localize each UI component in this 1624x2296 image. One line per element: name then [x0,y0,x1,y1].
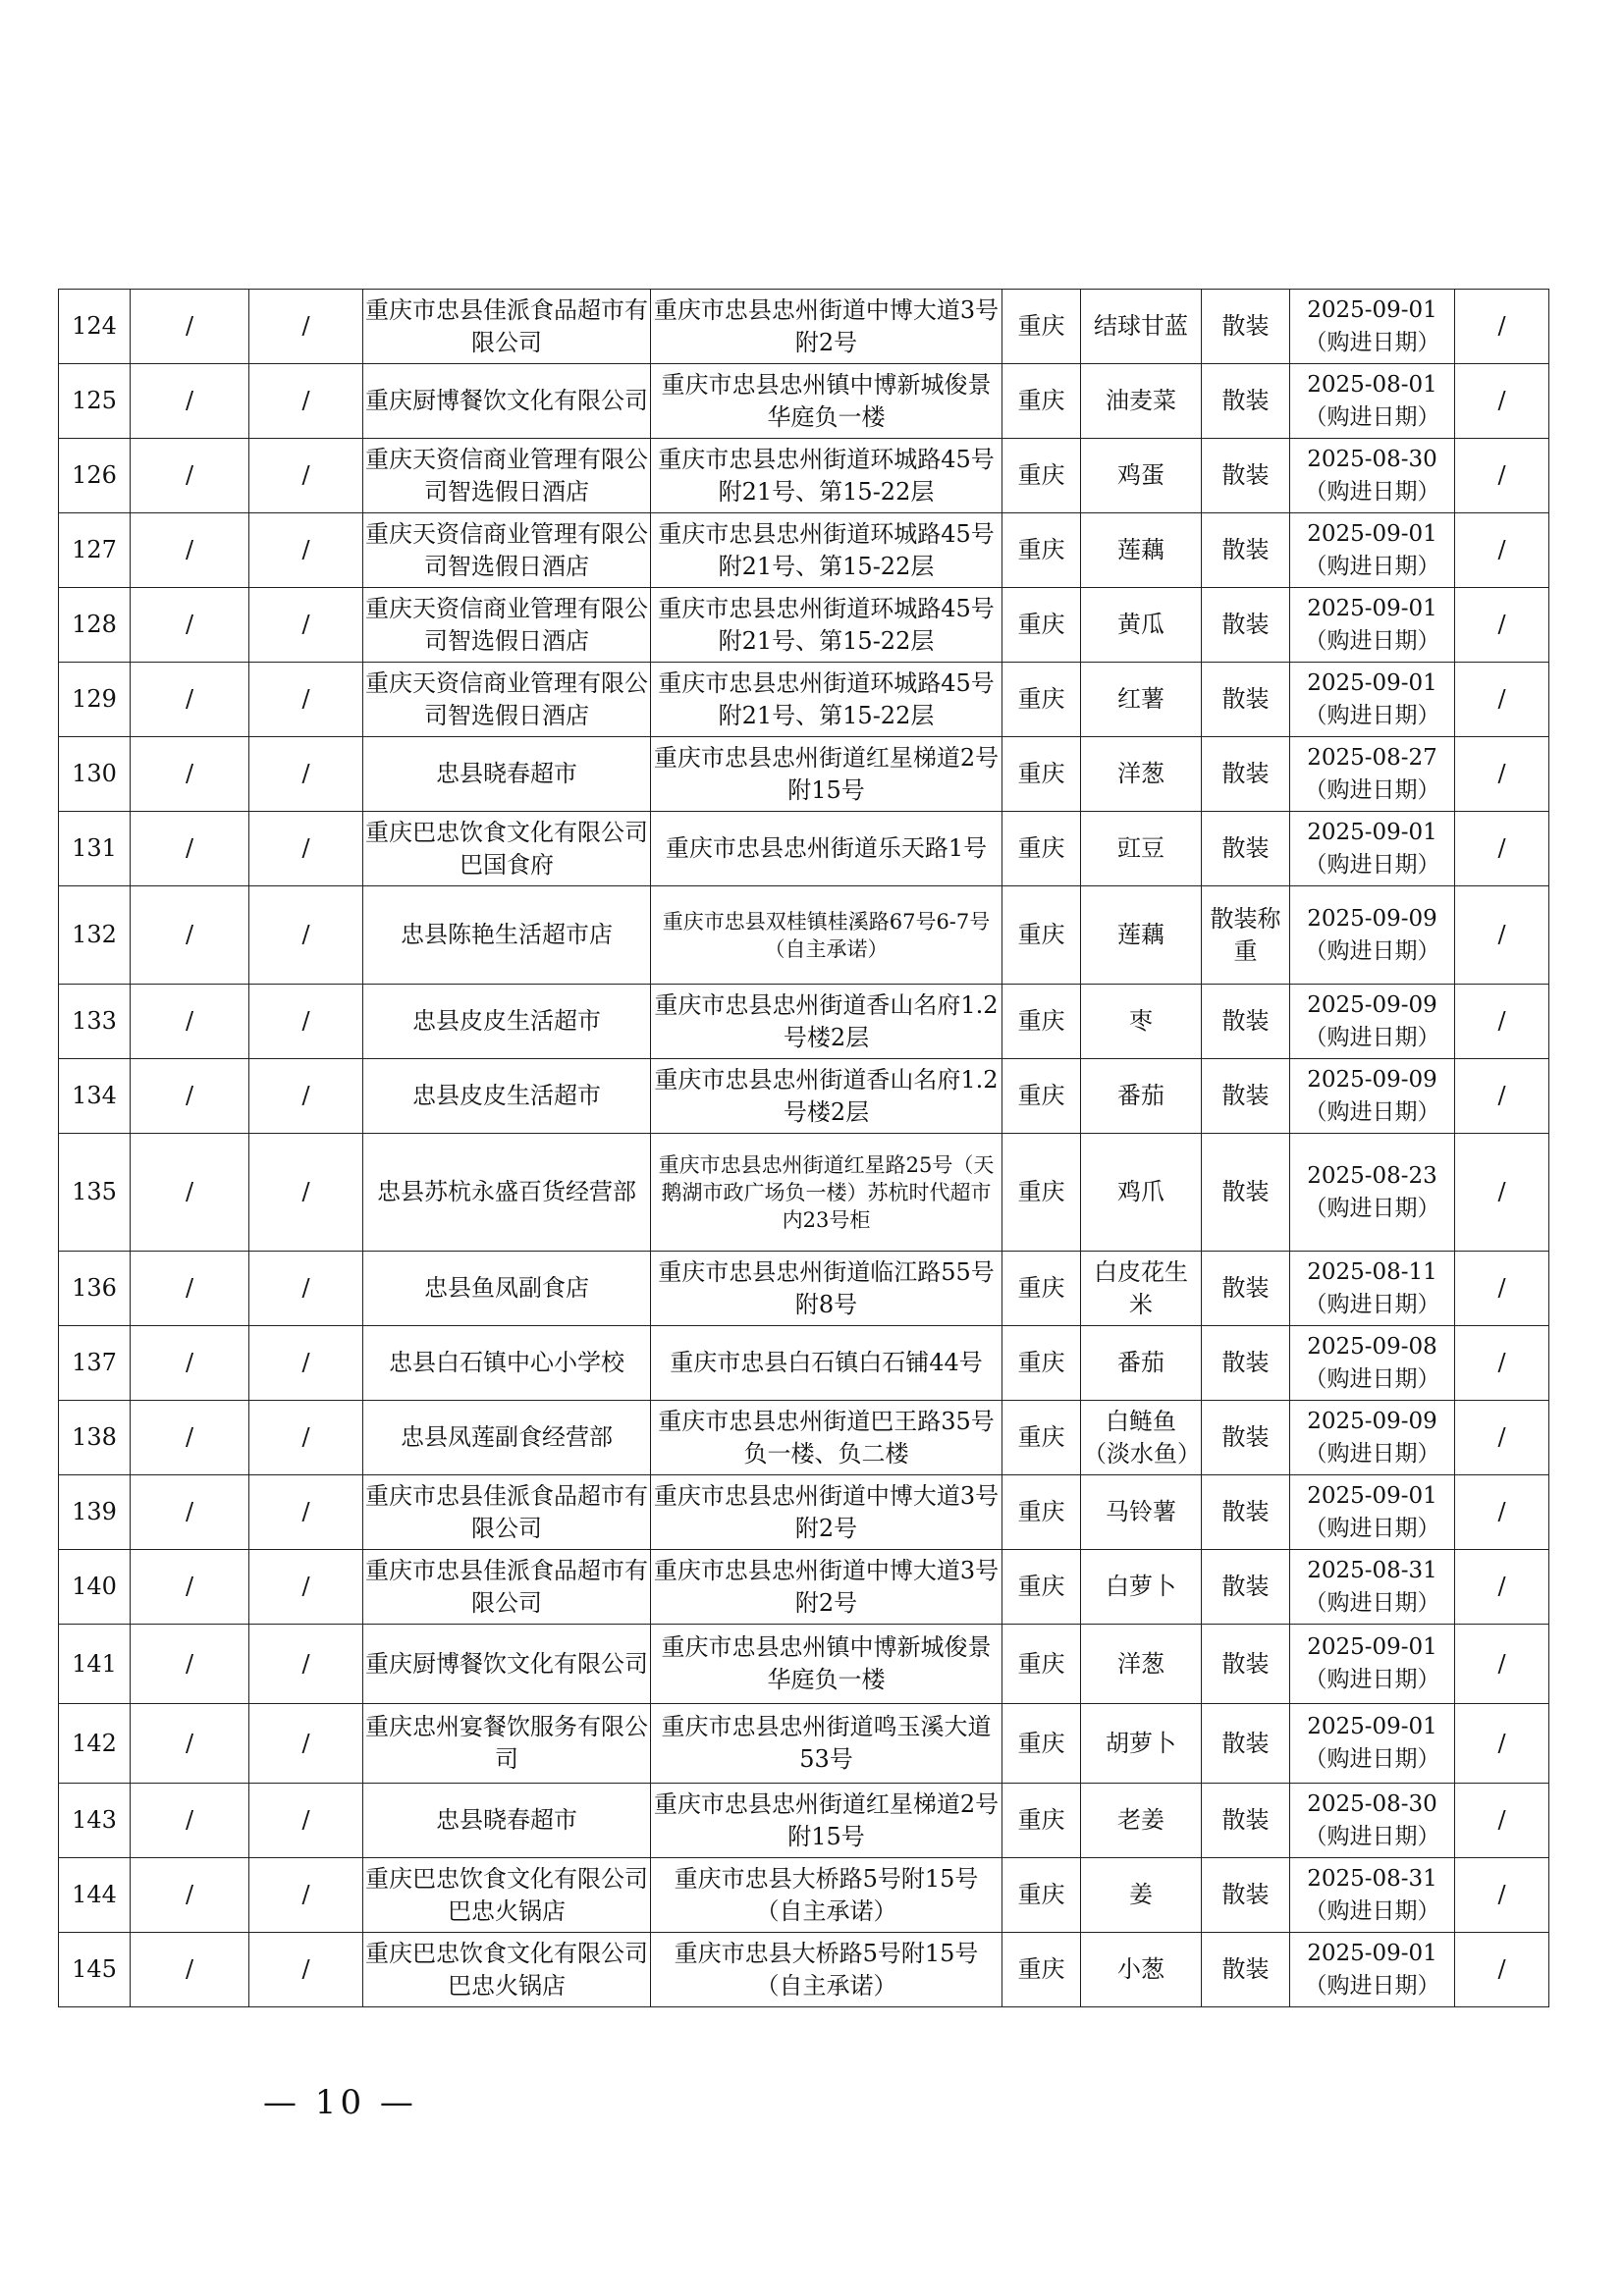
region-cell: 重庆 [1002,1784,1081,1858]
address-cell: 重庆市忠县忠州街道鸣玉溪大道53号 [651,1704,1002,1784]
column-3-cell: / [249,513,363,588]
column-3-cell: / [249,1704,363,1784]
product-cell: 白皮花生米 [1081,1252,1202,1326]
last-column-cell: / [1455,290,1549,364]
serial-number-cell: 130 [59,737,131,812]
column-2-cell: / [131,1933,249,2007]
address-cell: 重庆市忠县忠州街道中博大道3号附2号 [651,1475,1002,1550]
region-cell: 重庆 [1002,1933,1081,2007]
date-cell [1290,737,1455,812]
date-cell [1290,1059,1455,1134]
column-2-cell: / [131,1134,249,1252]
date-note: （购进日期） [1304,1515,1440,1541]
date-note: （购进日期） [1304,851,1440,878]
address-cell: 重庆市忠县双桂镇桂溪路67号6-7号（自主承诺） [651,886,1002,985]
serial-number-cell: 135 [59,1134,131,1252]
company-cell: 忠县皮皮生活超市 [363,1059,651,1134]
last-column-cell: / [1455,1134,1549,1252]
table-row [59,513,1549,588]
region-cell: 重庆 [1002,737,1081,812]
serial-number-cell: 137 [59,1326,131,1401]
column-2-cell: / [131,663,249,737]
column-2-cell: / [131,812,249,886]
date-note: （购进日期） [1304,1291,1440,1317]
serial-number-cell: 126 [59,439,131,513]
column-2-cell: / [131,985,249,1059]
company-cell: 忠县晓春超市 [363,1784,651,1858]
date-note: （购进日期） [1304,627,1440,654]
product-cell: 姜 [1081,1858,1202,1933]
product-cell: 结球甘蓝 [1081,290,1202,364]
region-cell: 重庆 [1002,663,1081,737]
last-column-cell: / [1455,985,1549,1059]
date-value: 2025-09-01 [1307,595,1437,621]
table-row [59,588,1549,663]
serial-number-cell: 145 [59,1933,131,2007]
product-cell: 红薯 [1081,663,1202,737]
date-value: 2025-08-11 [1307,1258,1437,1285]
date-note: （购进日期） [1304,1024,1440,1050]
column-2-cell: / [131,290,249,364]
date-cell [1290,812,1455,886]
company-cell: 重庆市忠县佳派食品超市有限公司 [363,1475,651,1550]
packaging-cell: 散装称重 [1202,886,1290,985]
packaging-cell: 散装 [1202,290,1290,364]
date-cell [1290,588,1455,663]
date-note: （购进日期） [1304,1589,1440,1616]
address-cell: 重庆市忠县忠州镇中博新城俊景华庭负一楼 [651,364,1002,439]
product-cell: 豇豆 [1081,812,1202,886]
date-value: 2025-08-31 [1307,1557,1437,1583]
serial-number-cell: 128 [59,588,131,663]
packaging-cell: 散装 [1202,1704,1290,1784]
table-row [59,1401,1549,1475]
table-row [59,1059,1549,1134]
date-cell [1290,1550,1455,1625]
column-2-cell: / [131,1704,249,1784]
date-note: （购进日期） [1304,403,1440,430]
table-row [59,439,1549,513]
last-column-cell: / [1455,1252,1549,1326]
packaging-cell: 散装 [1202,1401,1290,1475]
column-3-cell: / [249,588,363,663]
region-cell: 重庆 [1002,1401,1081,1475]
date-value: 2025-09-09 [1307,991,1437,1018]
date-value: 2025-09-01 [1307,1634,1437,1660]
region-cell: 重庆 [1002,1625,1081,1704]
date-value: 2025-09-01 [1307,669,1437,696]
table-row [59,985,1549,1059]
column-2-cell: / [131,1550,249,1625]
date-value: 2025-08-30 [1307,1790,1437,1817]
last-column-cell: / [1455,1704,1549,1784]
packaging-cell: 散装 [1202,985,1290,1059]
last-column-cell: / [1455,1326,1549,1401]
serial-number-cell: 124 [59,290,131,364]
packaging-cell: 散装 [1202,812,1290,886]
company-cell: 重庆巴忠饮食文化有限公司巴忠火锅店 [363,1933,651,2007]
column-3-cell: / [249,1059,363,1134]
product-cell: 枣 [1081,985,1202,1059]
date-note: （购进日期） [1304,1098,1440,1125]
column-2-cell: / [131,513,249,588]
product-cell: 洋葱 [1081,737,1202,812]
table-row [59,1704,1549,1784]
address-cell: 重庆市忠县忠州街道巴王路35号负一楼、负二楼 [651,1401,1002,1475]
address-cell: 重庆市忠县忠州街道中博大道3号附2号 [651,1550,1002,1625]
date-cell [1290,1858,1455,1933]
date-cell [1290,1326,1455,1401]
column-3-cell: / [249,663,363,737]
company-cell: 重庆市忠县佳派食品超市有限公司 [363,1550,651,1625]
region-cell: 重庆 [1002,1326,1081,1401]
address-cell: 重庆市忠县忠州镇中博新城俊景华庭负一楼 [651,1625,1002,1704]
table-row [59,1858,1549,1933]
column-3-cell: / [249,737,363,812]
column-2-cell: / [131,737,249,812]
product-cell: 白萝卜 [1081,1550,1202,1625]
date-cell [1290,513,1455,588]
serial-number-cell: 129 [59,663,131,737]
last-column-cell: / [1455,1933,1549,2007]
inspection-table [58,289,1549,2007]
product-cell: 油麦菜 [1081,364,1202,439]
column-2-cell: / [131,1059,249,1134]
date-value: 2025-09-09 [1307,1408,1437,1434]
date-value: 2025-09-09 [1307,1066,1437,1093]
last-column-cell: / [1455,1475,1549,1550]
address-cell: 重庆市忠县忠州街道香山名府1.2号楼2层 [651,1059,1002,1134]
region-cell: 重庆 [1002,290,1081,364]
table-row [59,663,1549,737]
column-3-cell: / [249,1858,363,1933]
product-cell: 胡萝卜 [1081,1704,1202,1784]
company-cell: 重庆巴忠饮食文化有限公司巴忠火锅店 [363,1858,651,1933]
column-3-cell: / [249,812,363,886]
table-row [59,1326,1549,1401]
date-note: （购进日期） [1304,478,1440,505]
date-cell [1290,1625,1455,1704]
product-cell: 鸡蛋 [1081,439,1202,513]
product-cell: 莲藕 [1081,513,1202,588]
date-cell [1290,1784,1455,1858]
last-column-cell: / [1455,1858,1549,1933]
table-row [59,1550,1549,1625]
table-row [59,1784,1549,1858]
last-column-cell: / [1455,588,1549,663]
region-cell: 重庆 [1002,439,1081,513]
serial-number-cell: 143 [59,1784,131,1858]
serial-number-cell: 125 [59,364,131,439]
product-cell: 马铃薯 [1081,1475,1202,1550]
company-cell: 忠县晓春超市 [363,737,651,812]
column-3-cell: / [249,1401,363,1475]
serial-number-cell: 138 [59,1401,131,1475]
serial-number-cell: 139 [59,1475,131,1550]
date-value: 2025-08-01 [1307,371,1437,398]
packaging-cell: 散装 [1202,1059,1290,1134]
company-cell: 重庆天资信商业管理有限公司智选假日酒店 [363,663,651,737]
region-cell: 重庆 [1002,1550,1081,1625]
date-cell [1290,290,1455,364]
date-cell [1290,364,1455,439]
column-3-cell: / [249,1625,363,1704]
company-cell: 重庆厨博餐饮文化有限公司 [363,364,651,439]
date-value: 2025-09-09 [1307,905,1437,932]
column-2-cell: / [131,1475,249,1550]
last-column-cell: / [1455,439,1549,513]
date-value: 2025-09-01 [1307,520,1437,547]
date-note: （购进日期） [1304,1823,1440,1849]
date-value: 2025-09-01 [1307,1940,1437,1966]
date-note: （购进日期） [1304,329,1440,355]
date-note: （购进日期） [1304,1897,1440,1924]
column-2-cell: / [131,1858,249,1933]
table-row [59,1252,1549,1326]
serial-number-cell: 133 [59,985,131,1059]
company-cell: 重庆巴忠饮食文化有限公司巴国食府 [363,812,651,886]
address-cell: 重庆市忠县大桥路5号附15号（自主承诺） [651,1933,1002,2007]
packaging-cell: 散装 [1202,1134,1290,1252]
date-value: 2025-09-08 [1307,1333,1437,1360]
date-cell [1290,1933,1455,2007]
date-value: 2025-08-31 [1307,1865,1437,1892]
table-row [59,737,1549,812]
table-row [59,1933,1549,2007]
date-note: （购进日期） [1304,776,1440,803]
region-cell: 重庆 [1002,1059,1081,1134]
serial-number-cell: 131 [59,812,131,886]
column-3-cell: / [249,1134,363,1252]
address-cell: 重庆市忠县忠州街道红星梯道2号附15号 [651,1784,1002,1858]
address-cell: 重庆市忠县忠州街道乐天路1号 [651,812,1002,886]
company-cell: 重庆市忠县佳派食品超市有限公司 [363,290,651,364]
date-cell [1290,886,1455,985]
region-cell: 重庆 [1002,1134,1081,1252]
last-column-cell: / [1455,812,1549,886]
packaging-cell: 散装 [1202,1326,1290,1401]
column-3-cell: / [249,1475,363,1550]
packaging-cell: 散装 [1202,1858,1290,1933]
column-2-cell: / [131,1401,249,1475]
column-2-cell: / [131,1784,249,1858]
address-cell: 重庆市忠县忠州街道香山名府1.2号楼2层 [651,985,1002,1059]
region-cell: 重庆 [1002,1475,1081,1550]
product-cell: 鸡爪 [1081,1134,1202,1252]
date-cell [1290,1475,1455,1550]
packaging-cell: 散装 [1202,1475,1290,1550]
column-3-cell: / [249,886,363,985]
packaging-cell: 散装 [1202,588,1290,663]
packaging-cell: 散装 [1202,663,1290,737]
region-cell: 重庆 [1002,1858,1081,1933]
date-cell [1290,1252,1455,1326]
date-note: （购进日期） [1304,1746,1440,1772]
address-cell: 重庆市忠县白石镇白石铺44号 [651,1326,1002,1401]
date-value: 2025-08-27 [1307,744,1437,771]
address-cell: 重庆市忠县忠州街道中博大道3号附2号 [651,290,1002,364]
column-2-cell: / [131,886,249,985]
serial-number-cell: 127 [59,513,131,588]
product-cell: 小葱 [1081,1933,1202,2007]
date-note: （购进日期） [1304,702,1440,728]
column-3-cell: / [249,439,363,513]
column-2-cell: / [131,1326,249,1401]
date-note: （购进日期） [1304,1667,1440,1692]
date-cell [1290,439,1455,513]
date-value: 2025-08-30 [1307,446,1437,472]
last-column-cell: / [1455,663,1549,737]
serial-number-cell: 144 [59,1858,131,1933]
packaging-cell: 散装 [1202,1252,1290,1326]
column-3-cell: / [249,1784,363,1858]
column-3-cell: / [249,364,363,439]
date-value: 2025-09-01 [1307,1714,1437,1739]
serial-number-cell: 142 [59,1704,131,1784]
company-cell: 重庆厨博餐饮文化有限公司 [363,1625,651,1704]
region-cell: 重庆 [1002,886,1081,985]
last-column-cell: / [1455,364,1549,439]
company-cell: 忠县苏杭永盛百货经营部 [363,1134,651,1252]
table-row [59,812,1549,886]
packaging-cell: 散装 [1202,1933,1290,2007]
address-cell: 重庆市忠县大桥路5号附15号（自主承诺） [651,1858,1002,1933]
date-note: （购进日期） [1304,1972,1440,1999]
last-column-cell: / [1455,1401,1549,1475]
address-cell: 重庆市忠县忠州街道临江路55号附8号 [651,1252,1002,1326]
column-3-cell: / [249,1326,363,1401]
column-3-cell: / [249,1933,363,2007]
date-note: （购进日期） [1304,1440,1440,1467]
company-cell: 重庆忠州宴餐饮服务有限公司 [363,1704,651,1784]
page-number: — 10 — [263,2083,417,2122]
region-cell: 重庆 [1002,812,1081,886]
region-cell: 重庆 [1002,588,1081,663]
packaging-cell: 散装 [1202,364,1290,439]
company-cell: 重庆天资信商业管理有限公司智选假日酒店 [363,588,651,663]
product-cell: 白鲢鱼（淡水鱼） [1081,1401,1202,1475]
address-cell: 重庆市忠县忠州街道红星梯道2号附15号 [651,737,1002,812]
date-value: 2025-08-23 [1307,1162,1437,1189]
table-row [59,364,1549,439]
date-value: 2025-09-01 [1307,296,1437,323]
address-cell: 重庆市忠县忠州街道环城路45号附21号、第15-22层 [651,513,1002,588]
packaging-cell: 散装 [1202,513,1290,588]
column-3-cell: / [249,985,363,1059]
column-2-cell: / [131,588,249,663]
column-2-cell: / [131,364,249,439]
region-cell: 重庆 [1002,985,1081,1059]
product-cell: 番茄 [1081,1059,1202,1134]
packaging-cell: 散装 [1202,737,1290,812]
table-row [59,1134,1549,1252]
serial-number-cell: 141 [59,1625,131,1704]
company-cell: 忠县白石镇中心小学校 [363,1326,651,1401]
serial-number-cell: 136 [59,1252,131,1326]
last-column-cell: / [1455,1550,1549,1625]
column-2-cell: / [131,439,249,513]
packaging-cell: 散装 [1202,1784,1290,1858]
last-column-cell: / [1455,886,1549,985]
serial-number-cell: 134 [59,1059,131,1134]
company-cell: 忠县陈艳生活超市店 [363,886,651,985]
product-cell: 老姜 [1081,1784,1202,1858]
table-row [59,290,1549,364]
table-row [59,1625,1549,1704]
last-column-cell: / [1455,513,1549,588]
last-column-cell: / [1455,1784,1549,1858]
company-cell: 忠县鱼凤副食店 [363,1252,651,1326]
address-cell: 重庆市忠县忠州街道环城路45号附21号、第15-22层 [651,588,1002,663]
date-cell [1290,1704,1455,1784]
serial-number-cell: 140 [59,1550,131,1625]
date-cell [1290,663,1455,737]
date-value: 2025-09-01 [1307,1482,1437,1509]
product-cell: 洋葱 [1081,1625,1202,1704]
last-column-cell: / [1455,1625,1549,1704]
column-2-cell: / [131,1625,249,1704]
address-cell: 重庆市忠县忠州街道环城路45号附21号、第15-22层 [651,439,1002,513]
date-value: 2025-09-01 [1307,819,1437,845]
product-cell: 莲藕 [1081,886,1202,985]
last-column-cell: / [1455,1059,1549,1134]
column-3-cell: / [249,1252,363,1326]
packaging-cell: 散装 [1202,439,1290,513]
region-cell: 重庆 [1002,364,1081,439]
company-cell: 重庆天资信商业管理有限公司智选假日酒店 [363,439,651,513]
column-2-cell: / [131,1252,249,1326]
date-cell [1290,1401,1455,1475]
date-cell [1290,1134,1455,1252]
company-cell: 重庆天资信商业管理有限公司智选假日酒店 [363,513,651,588]
last-column-cell: / [1455,737,1549,812]
table-row [59,1475,1549,1550]
column-3-cell: / [249,1550,363,1625]
address-cell: 重庆市忠县忠州街道环城路45号附21号、第15-22层 [651,663,1002,737]
product-cell: 黄瓜 [1081,588,1202,663]
packaging-cell: 散装 [1202,1550,1290,1625]
date-note: （购进日期） [1304,937,1440,964]
region-cell: 重庆 [1002,1252,1081,1326]
product-cell: 番茄 [1081,1326,1202,1401]
packaging-cell: 散装 [1202,1625,1290,1704]
company-cell: 忠县凤莲副食经营部 [363,1401,651,1475]
serial-number-cell: 132 [59,886,131,985]
region-cell: 重庆 [1002,513,1081,588]
date-note: （购进日期） [1304,1195,1440,1221]
date-note: （购进日期） [1304,1365,1440,1392]
address-cell: 重庆市忠县忠州街道红星路25号（天鹅湖市政广场负一楼）苏杭时代超市内23号柜 [651,1134,1002,1252]
region-cell: 重庆 [1002,1704,1081,1784]
company-cell: 忠县皮皮生活超市 [363,985,651,1059]
table-row [59,886,1549,985]
date-cell [1290,985,1455,1059]
column-3-cell: / [249,290,363,364]
date-note: （购进日期） [1304,553,1440,579]
